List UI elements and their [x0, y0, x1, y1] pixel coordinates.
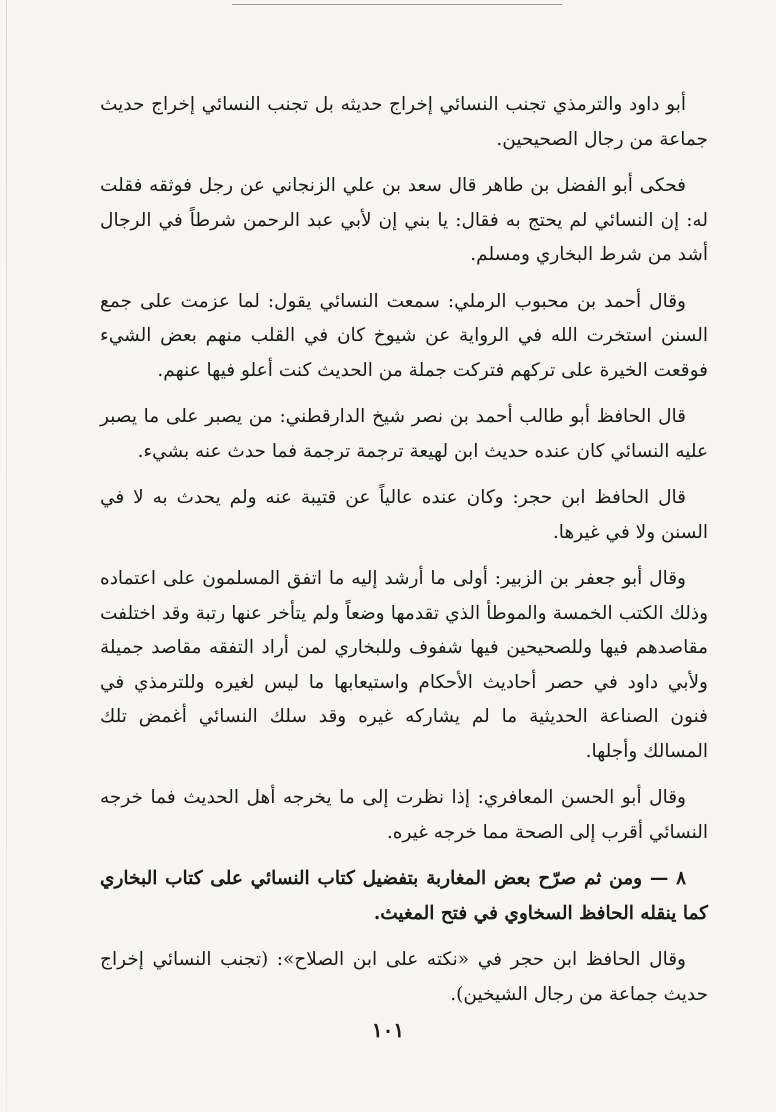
paragraph-3: وقال أحمد بن محبوب الرملي: سمعت النسائي يقول: لما عزمت على جمع السنن استخرت الله في الرواية عن شيوخ كان في القلب منهم بعض الشيء فوقعت الخيرة على تركهم فتركت جملة من الحديث كنت أعلو فيها عنهم.: [100, 290, 708, 381]
paragraph-7: وقال أبو الحسن المعافري: إذا نظرت إلى ما يخرجه أهل الحديث فما خرجه النسائي أقرب إلى الصحة مما خرجه غيره.: [100, 787, 708, 843]
top-rule: [232, 4, 562, 5]
page-number: ١٠١: [371, 1018, 405, 1042]
page-edge: [6, 0, 7, 1112]
paragraph-4: قال الحافظ أبو طالب أحمد بن نصر شيخ الدارقطني: من يصبر على ما يصبر عليه النسائي كان عنده حديث ابن لهيعة ترجمة ترجمة فما حدث عنه بشيء.: [100, 406, 708, 462]
paragraph-2: فحكى أبو الفضل بن طاهر قال سعد بن علي الزنجاني عن رجل فوثقه فقلت له: إن النسائي لم يحتج به فقال: يا بني إن لأبي عبد الرحمن شرطاً في الرجال أشد من شرط البخاري ومسلم.: [100, 175, 708, 265]
paragraph-8: ٨ — ومن ثم صرّح بعض المغاربة بتفضيل كتاب النسائي على كتاب البخاري كما ينقله الحافظ السخاوي في فتح المغيث.: [100, 868, 708, 924]
paragraph-6: وقال أبو جعفر بن الزبير: أولى ما أرشد إليه ما اتفق المسلمون على اعتماده وذلك الكتب الخمسة والموطأ الذي تقدمها وضعاً ولم يتأخر عنها رتبة وقد اختلفت مقاصدهم فيها وللصحيحين فيها شفوف وللبخاري لمن أراد التفقه مقاصد جميلة ولأبي داود في حصر أحاديث الأحكام واستيعابها ما ليس لغيره وللترمذي في فنون الصناعة الحديثية ما لم يشاركه غيره وقد سلك النسائي أغمض تلك المسالك وأجلها.: [100, 568, 708, 762]
paragraph-5: قال الحافظ ابن حجر: وكان عنده عالياً عن قتيبة عنه ولم يحدث به لا في السنن ولا في غيرها.: [100, 487, 708, 543]
paragraph-1: أبو داود والترمذي تجنب النسائي إخراج حديثه بل تجنب النسائي إخراج حديث جماعة من رجال الصحيحين.: [100, 94, 708, 150]
page-body: [100, 88, 708, 1024]
paragraph-9: وقال الحافظ ابن حجر في «نكته على ابن الصلاح»: (تجنب النسائي إخراج حديث جماعة من رجال الشيخين).: [100, 949, 708, 1005]
